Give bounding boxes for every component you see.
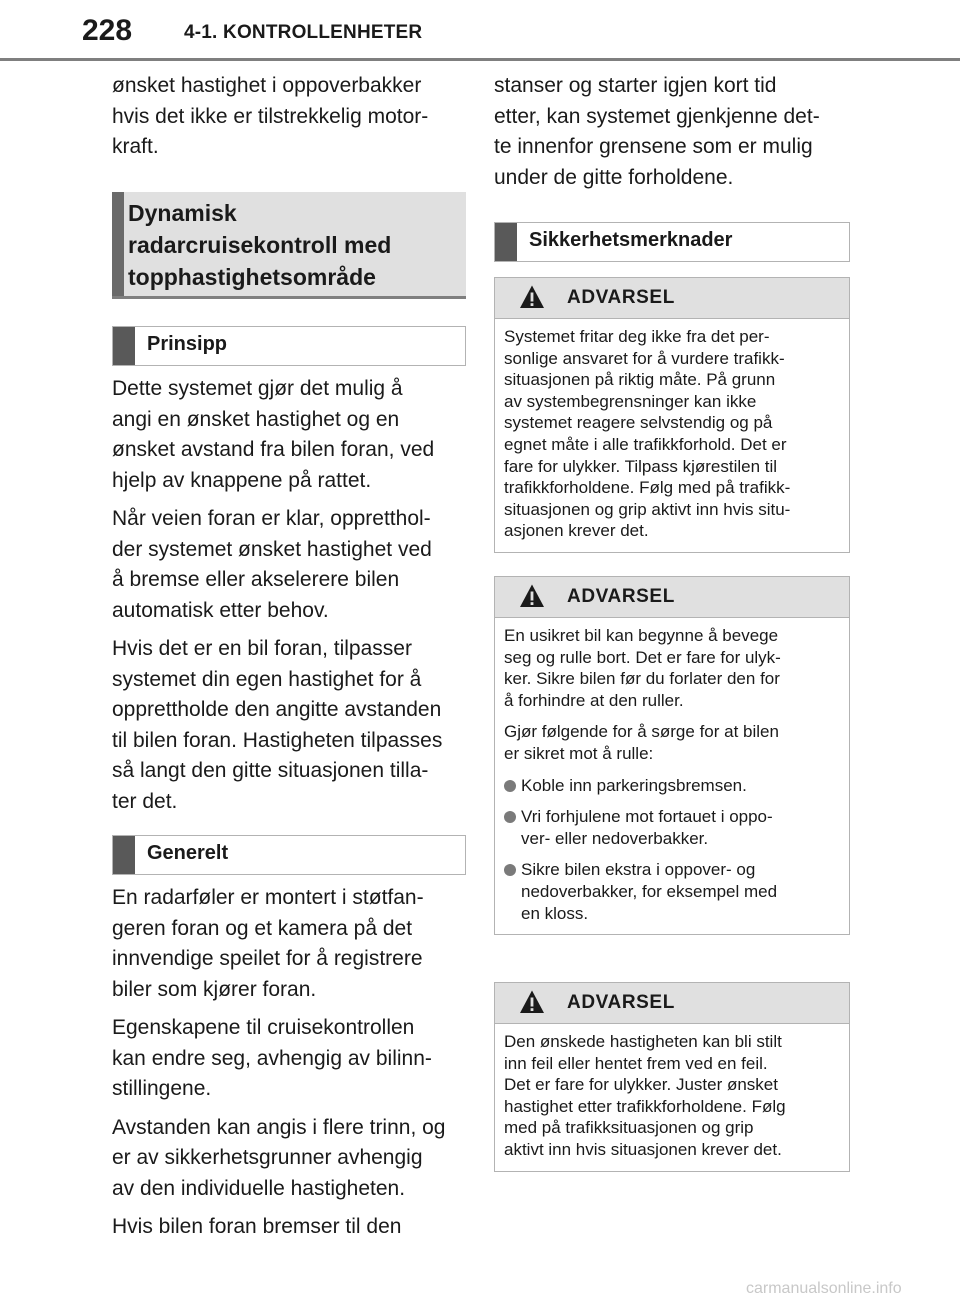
- bullet-item: [504, 775, 840, 797]
- subheading-sikkerhetsmerknader: [494, 222, 850, 262]
- section-heading: Dynamisk radarcruisekontroll med topphastighetsområde: [128, 200, 392, 290]
- warning-header: [495, 278, 849, 319]
- subheading-sikkerhetsmerknader-label: Sikkerhetsmerknader: [529, 229, 733, 251]
- warning-text: Gjør følgende for å sørge for at bilen er sikret mot å rulle:: [504, 722, 779, 763]
- paragraph: Egenskapene til cruisekontrollen kan endre seg, avhengig av bilinn- stillingene.: [112, 1016, 432, 1100]
- paragraph: Hvis det er en bil foran, tilpasser systemet din egen hastighet for å opprettholde den angitte avstanden til bilen foran. Hastigheten tilpasses så langt den gitte situasjonen tilla- ter det.: [112, 637, 443, 813]
- subheading-generelt: [112, 835, 466, 875]
- warning-text: Den ønskede hastigheten kan bli stilt inn feil eller hentet frem ved en feil. Det er fare for ulykker. Juster ønsket hastighet etter trafikkforholdene. Følg med på trafikksituasjonen og grip aktivt inn hvis situasjonen krever det.: [504, 1032, 786, 1159]
- subheading-generelt-label: Generelt: [147, 842, 229, 864]
- subheading-bar: [113, 836, 135, 874]
- left-intro: [112, 71, 467, 163]
- left-intro-text: ønsket hastighet i oppoverbakker hvis det ikke er tilstrekkelig motor- kraft.: [112, 74, 429, 158]
- bullet-text: Koble inn parkeringsbremsen.: [521, 775, 747, 795]
- warning-title: ADVARSEL: [567, 586, 675, 607]
- paragraph: Dette systemet gjør det mulig å angi en ønsket hastighet og en ønsket avstand fra bilen foran, ved hjelp av knappene på rattet.: [112, 377, 435, 492]
- warning-header: [495, 577, 849, 618]
- paragraph: Når veien foran er klar, oppretthol- der systemet ønsket hastighet ved å bremse eller akselerere bilen automatisk etter behov.: [112, 507, 432, 622]
- chapter-title: 4-1. KONTROLLENHETER: [184, 22, 423, 43]
- bullet-dot: [504, 780, 516, 792]
- section-heading-bar: [112, 192, 124, 296]
- subheading-prinsipp-label: Prinsipp: [147, 333, 228, 355]
- warning-text: Systemet fritar deg ikke fra det per- sonlige ansvaret for å vurdere trafikk- situasjonen på riktig måte. På grunn av systembegrensninger kan ikke systemet reagere selvstendig og på egnet måte i alle trafikkforhold. Det er fare for ulykker. Tilpass kjørestilen til trafikkforholdene. Følg med på trafikk- situasjonen og grip aktivt inn hvis situ- asjonen krever det.: [504, 327, 791, 541]
- warning-box-1: [494, 277, 850, 553]
- subheading-prinsipp: [112, 326, 466, 366]
- header-rule: [0, 58, 960, 61]
- warning-triangle-icon: [519, 583, 545, 609]
- paragraph: En radarføler er montert i støtfan- geren foran og et kamera på det innvendige speilet for å registrere biler som kjører foran.: [112, 886, 424, 1001]
- left-principle-text: [112, 374, 467, 817]
- bullet-dot: [504, 864, 516, 876]
- warning-triangle-icon: [519, 989, 545, 1015]
- right-intro-text: stanser og starter igjen kort tid etter, kan systemet gjenkjenne det- te innenfor grensene som er mulig under de gitte forholdene.: [494, 74, 820, 189]
- warning-body: [495, 618, 849, 934]
- subheading-bar: [495, 223, 517, 261]
- bullet-text: Sikre bilen ekstra i oppover- og nedoverbakker, for eksempel med en kloss.: [521, 860, 778, 923]
- warning-body: [495, 319, 849, 552]
- page-header: [0, 0, 960, 62]
- warning-box-2: [494, 576, 850, 935]
- warning-triangle-icon: [519, 284, 545, 310]
- warning-header: [495, 983, 849, 1024]
- warning-box-3: [494, 982, 850, 1172]
- subheading-bar: [113, 327, 135, 365]
- warning-title: ADVARSEL: [567, 992, 675, 1013]
- bullet-item: [504, 859, 840, 924]
- section-heading-box: [112, 192, 466, 299]
- warning-text: En usikret bil kan begynne å bevege seg og rulle bort. Det er fare for ulyk- ker. Sikre bilen før du forlater den for å forhindre at den ruller.: [504, 626, 781, 710]
- paragraph: Hvis bilen foran bremser til den: [112, 1215, 402, 1238]
- left-general-text: [112, 883, 467, 1243]
- paragraph: Avstanden kan angis i flere trinn, og er av sikkerhetsgrunner avhengig av den individuelle hastigheten.: [112, 1115, 446, 1200]
- watermark: carmanualsonline.info: [746, 1280, 902, 1297]
- bullet-text: Vri forhjulene mot fortauet i oppo- ver- eller nedoverbakker.: [521, 807, 773, 848]
- warning-body: [495, 1024, 849, 1171]
- right-intro: [494, 71, 850, 193]
- warning-title: ADVARSEL: [567, 287, 675, 308]
- page-number: 228: [82, 14, 133, 47]
- bullet-dot: [504, 811, 516, 823]
- bullet-item: [504, 806, 840, 849]
